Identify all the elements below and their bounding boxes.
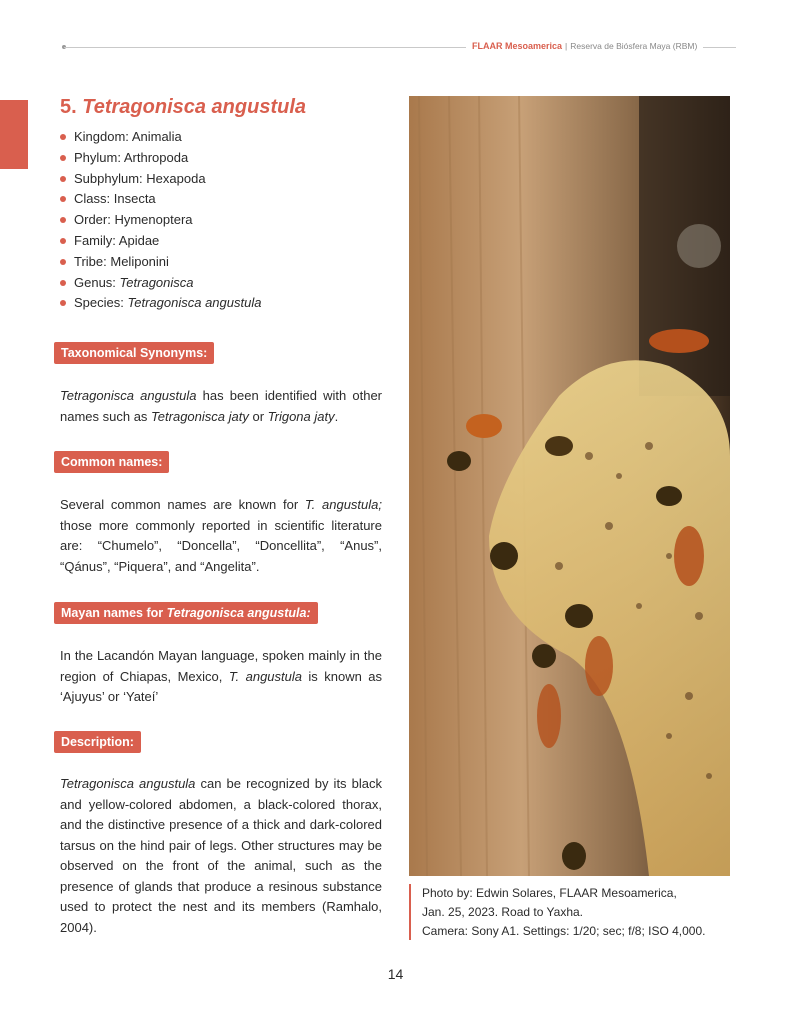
caption-line: Photo by: Edwin Solares, FLAAR Mesoamerica, <box>422 886 677 900</box>
synonyms-heading: Taxonomical Synonyms: <box>54 342 214 364</box>
caption-line: Jan. 25, 2023. Road to Yaxha. <box>422 905 584 919</box>
taxonomy-item: Class: Insecta <box>60 189 261 210</box>
taxonomy-item: Order: Hymenoptera <box>60 210 261 231</box>
description-paragraph: Tetragonisca angustula can be recognized by its black and yellow-colored abdomen, a black-colored thorax, and the distinctive presence of a thick and dark-colored tarsus on the hind pair of legs. Other structures may be observed on the front of the animal, such as the presence of glands that produce a resinous substance used to protect the nest and its members (Ramhalo, 2004). <box>60 776 382 935</box>
running-header <box>472 41 697 51</box>
taxonomy-item: Family: Apidae <box>60 231 261 252</box>
title-number: 5. <box>60 96 77 118</box>
taxonomy-item: Genus: Tetragonisca <box>60 273 261 294</box>
caption-line: Camera: Sony A1. Settings: 1/20; sec; f/8; ISO 4,000. <box>422 924 706 938</box>
taxonomy-item: Subphylum: Hexapoda <box>60 169 261 190</box>
common-names-heading: Common names: <box>54 451 169 473</box>
header-subtitle: Reserva de Biósfera Maya (RBM) <box>570 41 698 51</box>
bee-nest-illustration <box>409 96 730 876</box>
title-species: Tetragonisca angustula <box>82 96 306 118</box>
header-rule-right <box>703 47 736 48</box>
taxonomy-item: Kingdom: Animalia <box>60 127 261 148</box>
taxonomy-item: Phylum: Arthropoda <box>60 148 261 169</box>
photo-caption <box>422 884 742 941</box>
description-heading: Description: <box>54 731 141 753</box>
page-number: 14 <box>387 966 404 982</box>
caption-accent-bar <box>409 884 411 940</box>
header-separator: | <box>565 41 568 51</box>
mayan-names-heading: Mayan names for Tetragonisca angustula: <box>54 602 318 624</box>
species-title <box>60 96 306 119</box>
header-brand: FLAAR Mesoamerica <box>472 41 563 51</box>
common-names-paragraph: Several common names are known for T. angustula; those more commonly reported in scientific literature are: “Chumelo”, “Doncella”, “Doncellita”, “Anus”, “Qánus”, “Piquera”, and “Angelita”. <box>60 497 382 574</box>
section-side-tab <box>0 100 28 169</box>
header-rule-left <box>64 47 466 48</box>
taxonomy-item: Species: Tetragonisca angustula <box>60 293 261 314</box>
mayan-names-paragraph: In the Lacandón Mayan language, spoken mainly in the region of Chiapas, Mexico, T. angustula is known as ‘Ajuyus’ or ‘Yateí’ <box>60 648 382 704</box>
synonyms-paragraph: Tetragonisca angustula has been identified with other names such as Tetragonisca jaty or Trigona jaty. <box>60 388 383 424</box>
taxonomy-item: Tribe: Meliponini <box>60 252 261 273</box>
taxonomy-list <box>60 127 261 314</box>
bee-nest-photo <box>409 96 730 876</box>
